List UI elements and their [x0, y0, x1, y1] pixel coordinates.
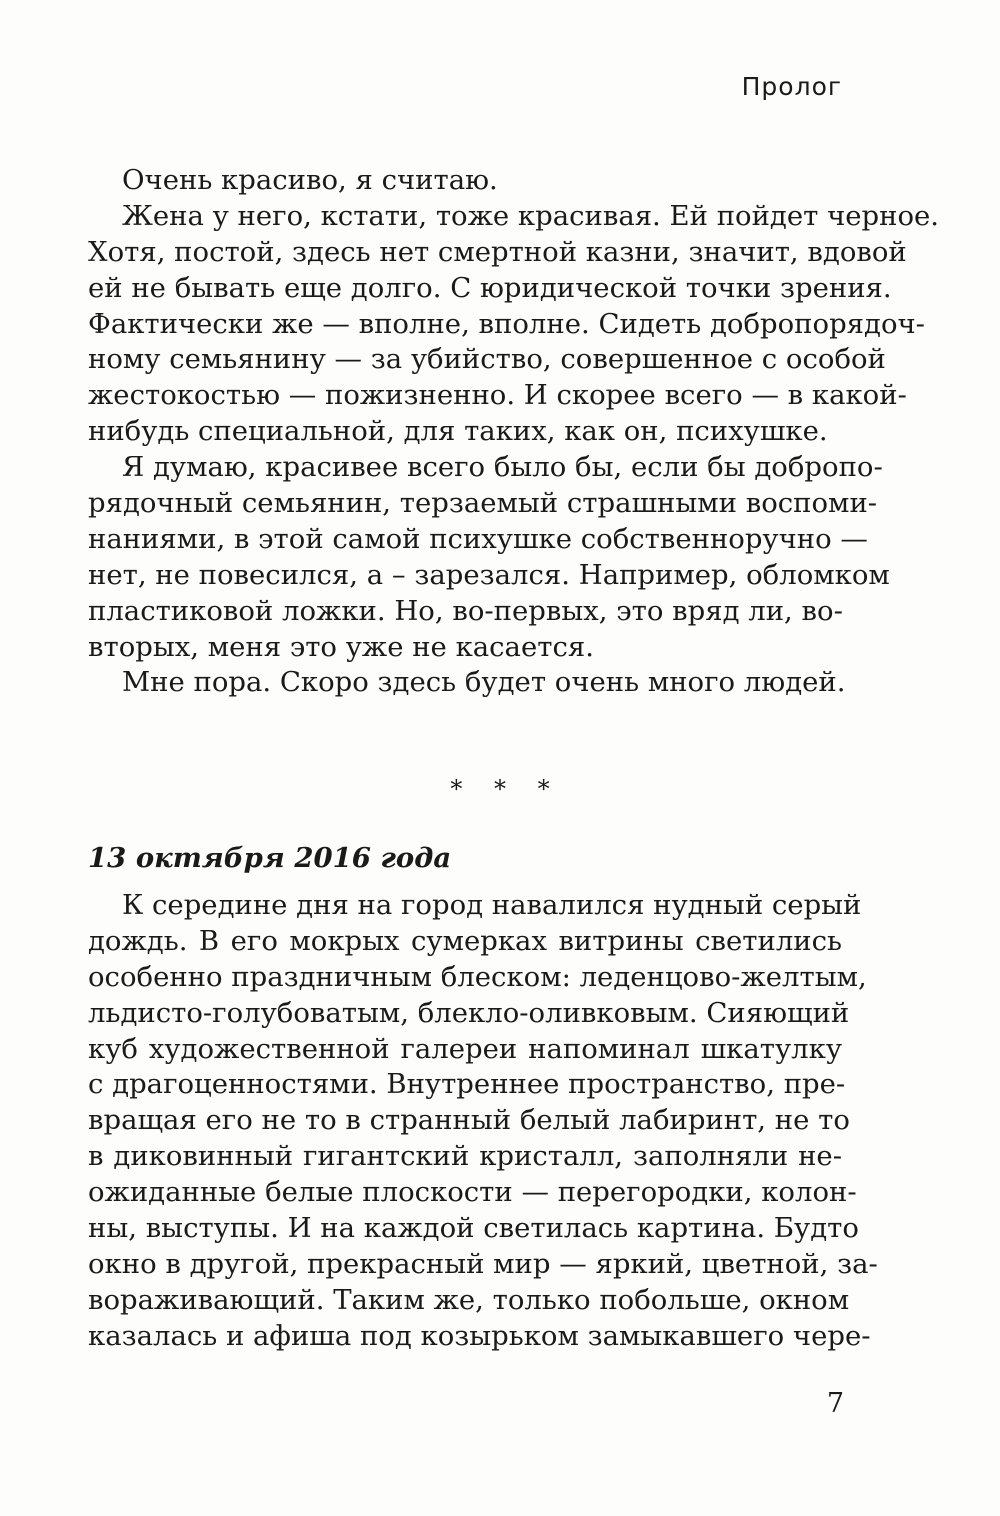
- running-head: Пролог: [741, 72, 842, 101]
- text-line: ей не бывать еще долго. С юридической точки зрения.: [88, 271, 892, 304]
- text-line: пластиковой ложки. Но, во-первых, это вряд ли, во-: [88, 594, 843, 627]
- text-line: вращая его не то в странный белый лабиринт, не то: [88, 1104, 850, 1137]
- text-line: нибудь специальной, для таких, как он, психушке.: [88, 415, 828, 448]
- text-line: Я думаю, красивее всего было бы, если бы добропо-: [122, 451, 883, 484]
- text-line: окно в другой, прекрасный мир — яркий, цветной, за-: [88, 1247, 878, 1280]
- text-line: дождь. В его мокрых сумерках витрины светились: [88, 924, 842, 957]
- text-line: рядочный семьянин, терзаемый страшными воспоми-: [88, 487, 878, 520]
- text-line: Фактически же — вполне, вполне. Сидеть добропорядоч-: [88, 307, 925, 340]
- text-line: нет, не повесился, а – зарезался. Например, обломком: [88, 558, 890, 591]
- text-line: ожиданные белые плоскости — перегородки, колон-: [88, 1176, 857, 1209]
- text-line: Хотя, постой, здесь нет смертной казни, значит, вдовой: [88, 235, 907, 268]
- text-line: в диковинный гигантский кристалл, заполняли не-: [88, 1140, 842, 1173]
- text-line: ному семьянину — за убийство, совершенное с особой: [88, 343, 886, 376]
- date-heading: 13 октября 2016 года: [88, 842, 452, 874]
- text-block-chapter: [88, 888, 878, 1355]
- text-line: казалась и афиша под козырьком замыкавшего чере-: [88, 1319, 871, 1352]
- text-line: вторых, меня это уже не касается.: [88, 630, 594, 663]
- text-line: вораживающий. Таким же, только побольше, окном: [88, 1283, 850, 1316]
- text-line: Жена у него, кстати, тоже красивая. Ей пойдет черное.: [122, 199, 940, 232]
- text-line: куб художественной галереи напоминал шкатулку: [88, 1032, 842, 1065]
- text-line: жестокостью — пожизненно. И скорее всего — в какой-: [88, 379, 907, 412]
- text-line: с драгоценностями. Внутреннее пространство, пре-: [88, 1068, 846, 1101]
- text-line: ны, выступы. И на каждой светилась картина. Будто: [88, 1212, 859, 1245]
- page-number: 7: [826, 1388, 844, 1419]
- text-line: особенно праздничным блеском: леденцово-желтым,: [88, 960, 867, 993]
- text-line: льдисто-голубоватым, блекло-оливковым. Сияющий: [88, 996, 850, 1029]
- text-line: Мне пора. Скоро здесь будет очень много людей.: [122, 666, 846, 699]
- text-line: наниями, в этой самой психушке собственноручно —: [88, 522, 868, 555]
- section-separator: * * *: [450, 775, 562, 803]
- text-line: К середине дня на город навалился нудный серый: [122, 889, 862, 921]
- text-block-prologue: [88, 163, 940, 701]
- text-line: Очень красиво, я считаю.: [122, 164, 498, 196]
